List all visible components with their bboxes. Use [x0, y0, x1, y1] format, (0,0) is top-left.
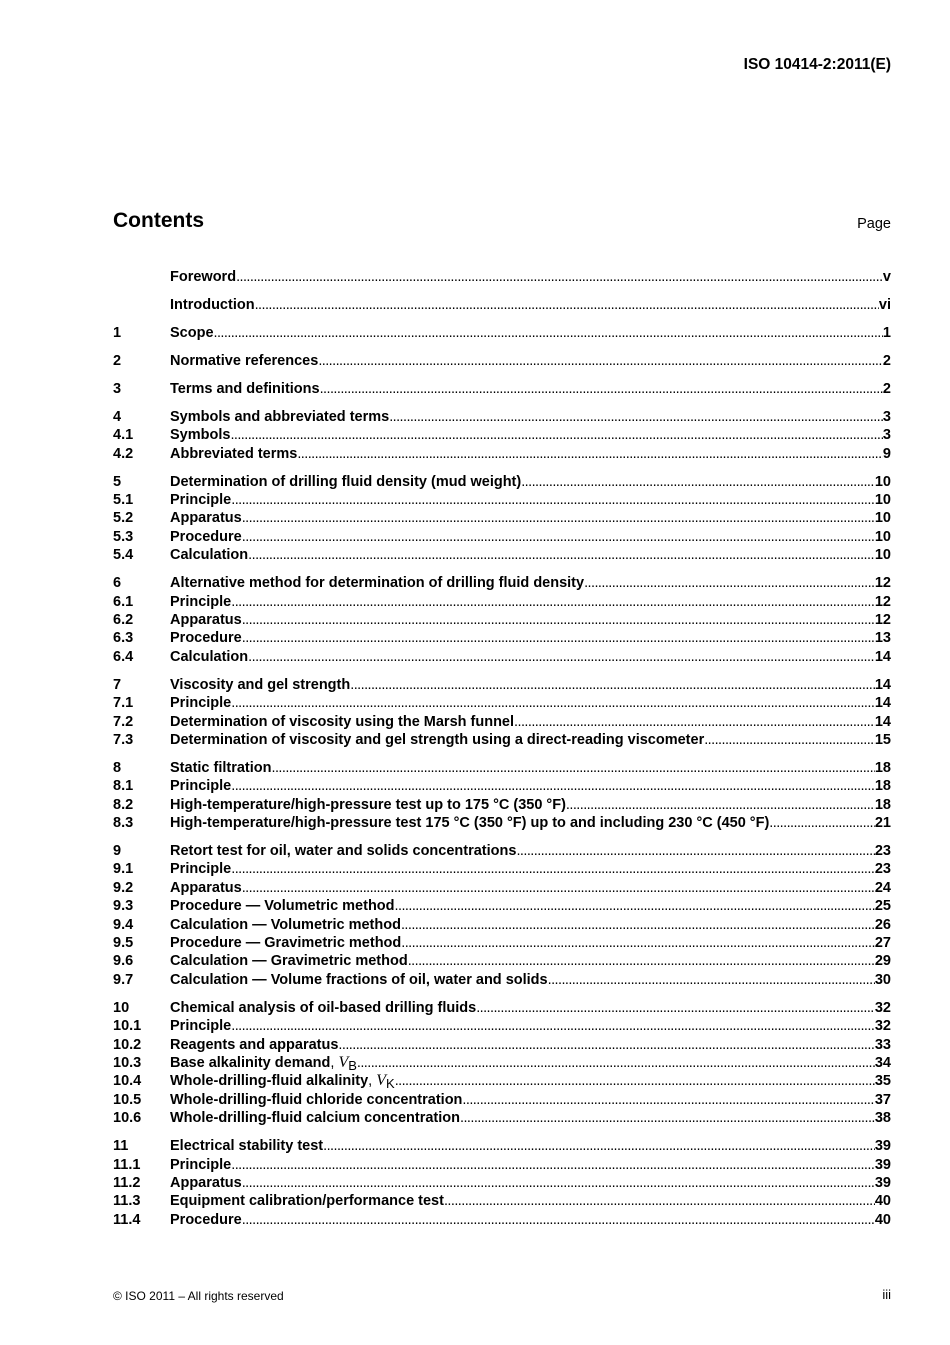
toc-entry-symbol: V — [376, 1072, 387, 1090]
toc-dot-leader — [231, 777, 875, 795]
toc-entry-title-text: Calculation — [170, 547, 249, 564]
toc-entry-title — [170, 1156, 231, 1174]
toc-entry[interactable] — [113, 509, 891, 527]
toc-entry-page: 9 — [882, 445, 891, 462]
toc-entry-title — [170, 879, 242, 897]
toc-section-group — [113, 676, 891, 750]
toc-dot-leader — [338, 1036, 874, 1054]
toc-entry[interactable] — [113, 1109, 891, 1127]
toc-entry-title — [170, 1192, 444, 1210]
toc-dot-leader — [231, 491, 875, 509]
toc-dot-leader — [462, 1091, 874, 1109]
toc-entry-title — [170, 731, 704, 749]
toc-entry-page: 14 — [874, 648, 891, 665]
toc-entry-page: 2 — [882, 352, 891, 369]
toc-entry-title-text: Scope — [170, 324, 214, 341]
toc-entry[interactable] — [113, 426, 891, 444]
toc-entry-number: 1 — [113, 324, 122, 341]
toc-entry[interactable] — [113, 713, 891, 731]
toc-entry-title-text: Abbreviated terms — [170, 445, 298, 462]
toc-entry[interactable] — [113, 1054, 891, 1072]
toc-dot-leader — [242, 629, 875, 647]
toc-entry-number: 11.3 — [113, 1193, 141, 1210]
toc-entry-number: 5.3 — [113, 528, 134, 545]
toc-dot-leader — [401, 934, 875, 952]
toc-entry-page: 39 — [874, 1174, 891, 1191]
toc-entry-title — [170, 916, 401, 934]
toc-dot-leader — [318, 352, 883, 370]
toc-entry-page: 10 — [874, 547, 891, 564]
toc-dot-leader — [350, 676, 875, 694]
toc-entry-title-text: Procedure — [170, 528, 242, 545]
toc-dot-leader — [395, 897, 875, 915]
toc-entry-page: 3 — [882, 427, 891, 444]
toc-entry-title-text: Chemical analysis of oil-based drilling fluids — [170, 999, 477, 1016]
toc-dot-leader — [395, 1072, 875, 1090]
toc-section-group — [113, 408, 891, 463]
toc-dot-leader — [401, 916, 875, 934]
toc-entry[interactable] — [113, 897, 891, 915]
toc-entry[interactable] — [113, 546, 891, 564]
toc-entry-page: 40 — [874, 1193, 891, 1210]
toc-entry-page: 39 — [874, 1138, 891, 1155]
toc-entry[interactable] — [113, 473, 891, 491]
table-of-contents — [113, 268, 891, 1239]
toc-entry-title-text: Principle — [170, 778, 232, 795]
toc-entry-title-text: Procedure — [170, 1211, 242, 1228]
toc-entry-title — [170, 352, 318, 370]
toc-entry-number: 9.6 — [113, 953, 134, 970]
toc-entry[interactable] — [113, 1072, 891, 1090]
toc-section-group — [113, 842, 891, 989]
toc-entry-title — [170, 759, 272, 777]
toc-entry-title-text: Retort test for oil, water and solids concentrations — [170, 843, 517, 860]
toc-entry[interactable] — [113, 611, 891, 629]
toc-entry-page: 10 — [874, 473, 891, 490]
toc-entry-number: 11.2 — [113, 1174, 141, 1191]
toc-entry-title — [170, 268, 236, 286]
toc-entry-title-text: Whole-drilling-fluid chloride concentration — [170, 1091, 463, 1108]
toc-entry-title: Base alkalinity demand, VB — [170, 1053, 357, 1073]
page-title: Contents — [113, 209, 204, 232]
toc-entry-title — [170, 952, 408, 970]
toc-entry-title — [170, 842, 516, 860]
toc-entry-number: 7.3 — [113, 731, 134, 748]
toc-entry-number: 11.1 — [113, 1156, 141, 1173]
toc-entry-title-text: Calculation — Volumetric method — [170, 916, 401, 933]
toc-entry-title-text: Principle — [170, 1156, 232, 1173]
toc-entry-title — [170, 1109, 460, 1127]
toc-entry-number: 8.2 — [113, 796, 134, 813]
toc-entry-page: 13 — [874, 630, 891, 647]
toc-entry-page: 1 — [882, 324, 891, 341]
toc-entry-title-text: Principle — [170, 593, 232, 610]
toc-entry-title-text: Whole-drilling-fluid calcium concentration — [170, 1110, 461, 1127]
toc-entry[interactable] — [113, 934, 891, 952]
toc-section-group — [113, 473, 891, 565]
toc-entry-number: 5.4 — [113, 547, 134, 564]
toc-entry-number: 9.4 — [113, 916, 134, 933]
toc-entry-title-text: Procedure — Volumetric method — [170, 898, 395, 915]
toc-entry-page: 37 — [874, 1091, 891, 1108]
toc-entry[interactable] — [113, 380, 891, 398]
toc-entry-title — [170, 593, 231, 611]
toc-dot-leader — [242, 1174, 875, 1192]
toc-entry[interactable] — [113, 491, 891, 509]
toc-entry[interactable] — [113, 731, 891, 749]
toc-entry-page: 23 — [874, 843, 891, 860]
toc-entry-title — [170, 296, 255, 314]
toc-entry-number: 11 — [113, 1138, 129, 1155]
toc-entry-number: 9.5 — [113, 935, 134, 952]
toc-entry-title-text: Symbols and abbreviated terms — [170, 408, 390, 425]
toc-section-group — [113, 296, 891, 314]
toc-dot-leader — [389, 408, 883, 426]
toc-dot-leader — [242, 509, 875, 527]
toc-entry-number: 4.2 — [113, 445, 134, 462]
toc-entry-title — [170, 491, 231, 509]
toc-section-group — [113, 324, 891, 342]
toc-entry-number: 9.3 — [113, 898, 134, 915]
toc-entry-title — [170, 777, 231, 795]
toc-entry-page: 10 — [874, 510, 891, 527]
toc-entry-title-text: Apparatus — [170, 1174, 242, 1191]
toc-entry-page: 14 — [874, 713, 891, 730]
toc-entry-title-text: High-temperature/high-pressure test up to 175 °C (350 °F) — [170, 796, 566, 813]
toc-entry-number: 6.3 — [113, 630, 134, 647]
toc-entry-title-text: Procedure — [170, 630, 242, 647]
toc-entry-page: 33 — [874, 1036, 891, 1053]
toc-entry-number: 4 — [113, 408, 122, 425]
toc-entry-title-text: Whole-drilling-fluid alkalinity — [170, 1073, 369, 1090]
toc-entry-title — [170, 860, 231, 878]
toc-entry[interactable] — [113, 574, 891, 592]
toc-entry-title-text: Terms and definitions — [170, 380, 320, 397]
toc-entry[interactable] — [113, 445, 891, 463]
toc-dot-leader — [214, 324, 883, 342]
toc-section-group — [113, 1137, 891, 1229]
toc-entry-title: Whole-drilling-fluid alkalinity, VK — [170, 1072, 395, 1092]
toc-entry[interactable] — [113, 1174, 891, 1192]
toc-dot-leader — [242, 879, 875, 897]
toc-entry[interactable] — [113, 952, 891, 970]
copyright-notice: © ISO 2011 – All rights reserved — [113, 1289, 284, 1303]
toc-entry-page: 32 — [874, 1018, 891, 1035]
toc-dot-leader — [272, 759, 875, 777]
footer-page-number: iii — [882, 1287, 891, 1302]
toc-entry[interactable] — [113, 408, 891, 426]
toc-entry[interactable] — [113, 1211, 891, 1229]
toc-section-group — [113, 352, 891, 370]
toc-entry-number: 6 — [113, 575, 122, 592]
toc-entry-title-text: Alternative method for determination of drilling fluid density — [170, 575, 585, 592]
toc-entry-page: 14 — [874, 695, 891, 712]
toc-entry-title — [170, 1174, 242, 1192]
toc-entry-number: 9 — [113, 843, 122, 860]
toc-entry[interactable] — [113, 324, 891, 342]
toc-entry-number: 8.3 — [113, 815, 134, 832]
toc-entry-page: 12 — [874, 593, 891, 610]
toc-entry-number: 5 — [113, 473, 122, 490]
toc-dot-leader — [242, 528, 875, 546]
toc-entry[interactable] — [113, 1091, 891, 1109]
toc-entry[interactable] — [113, 879, 891, 897]
toc-dot-leader — [566, 796, 875, 814]
toc-dot-leader — [521, 473, 875, 491]
toc-entry[interactable] — [113, 296, 891, 314]
toc-dot-leader — [357, 1054, 875, 1072]
toc-entry-title — [170, 648, 248, 666]
toc-entry-title — [170, 676, 350, 694]
toc-entry-number: 2 — [113, 352, 122, 369]
toc-entry-number: 3 — [113, 380, 122, 397]
toc-dot-leader — [248, 648, 875, 666]
toc-entry-title-text: Calculation — Gravimetric method — [170, 953, 408, 970]
toc-entry-title — [170, 546, 248, 564]
toc-entry-title-text: High-temperature/high-pressure test 175 °C (350 °F) up to and including 230 °C (450 °F) — [170, 815, 770, 832]
toc-entry-number: 10.2 — [113, 1036, 142, 1053]
toc-entry-title-text: Reagents and apparatus — [170, 1036, 339, 1053]
toc-entry-title — [170, 629, 242, 647]
toc-entry-page: 3 — [882, 408, 891, 425]
toc-entry-title — [170, 814, 769, 832]
toc-entry[interactable] — [113, 268, 891, 286]
toc-entry[interactable] — [113, 593, 891, 611]
toc-entry-page: 15 — [874, 731, 891, 748]
toc-dot-leader — [704, 731, 875, 749]
toc-entry-page: 32 — [874, 999, 891, 1016]
toc-dot-leader — [231, 1156, 875, 1174]
toc-dot-leader — [230, 426, 882, 444]
toc-entry-title-text: Apparatus — [170, 510, 242, 527]
toc-dot-leader — [548, 971, 875, 989]
toc-entry-number: 10.4 — [113, 1073, 142, 1090]
toc-entry-number: 6.4 — [113, 648, 134, 665]
toc-entry-title — [170, 1211, 242, 1229]
toc-entry-number: 8.1 — [113, 778, 134, 795]
toc-dot-leader — [408, 952, 875, 970]
toc-entry[interactable] — [113, 842, 891, 860]
toc-entry-title — [170, 1017, 231, 1035]
toc-entry-number: 7.2 — [113, 713, 134, 730]
toc-entry-title-text: Determination of viscosity and gel strength using a direct-reading viscometer — [170, 731, 705, 748]
toc-entry-number: 10.1 — [113, 1018, 142, 1035]
toc-entry[interactable] — [113, 352, 891, 370]
toc-entry-number: 10.5 — [113, 1091, 142, 1108]
toc-entry-title-text: Calculation — Volume fractions of oil, water and solids — [170, 971, 548, 988]
toc-dot-leader — [323, 1137, 875, 1155]
toc-entry-title-text: Foreword — [170, 269, 237, 285]
toc-entry-title-text: Normative references — [170, 352, 319, 369]
toc-entry[interactable] — [113, 676, 891, 694]
toc-entry-title-text: Procedure — Gravimetric method — [170, 935, 402, 952]
toc-dot-leader — [231, 1017, 875, 1035]
toc-entry-page: 25 — [874, 898, 891, 915]
toc-dot-leader — [236, 268, 883, 286]
toc-entry-title-text: Principle — [170, 695, 232, 712]
toc-dot-leader — [476, 999, 875, 1017]
toc-entry[interactable] — [113, 860, 891, 878]
toc-entry-number: 7.1 — [113, 695, 134, 712]
toc-entry-page: 12 — [874, 612, 891, 629]
toc-entry-page: 29 — [874, 953, 891, 970]
toc-dot-leader — [516, 842, 874, 860]
toc-entry[interactable] — [113, 916, 891, 934]
toc-entry-title-text: Symbols — [170, 427, 231, 444]
toc-entry-page: 30 — [874, 971, 891, 988]
toc-dot-leader — [231, 860, 875, 878]
toc-entry[interactable] — [113, 777, 891, 795]
toc-entry-number: 4.1 — [113, 427, 134, 444]
toc-entry-title — [170, 1091, 462, 1109]
toc-entry-page: 18 — [874, 778, 891, 795]
toc-entry-title — [170, 408, 389, 426]
toc-entry[interactable] — [113, 648, 891, 666]
toc-entry-page: vi — [878, 296, 891, 313]
toc-entry-title — [170, 1137, 323, 1155]
toc-entry-symbol-subscript: K — [386, 1076, 395, 1092]
toc-dot-leader — [231, 593, 875, 611]
toc-entry-page: 2 — [882, 380, 891, 397]
toc-entry-number: 6.2 — [113, 612, 134, 629]
toc-dot-leader — [769, 814, 875, 832]
toc-dot-leader — [255, 296, 879, 314]
toc-entry-page: v — [882, 269, 891, 285]
toc-entry-page: 18 — [874, 796, 891, 813]
toc-entry-page: 10 — [874, 528, 891, 545]
toc-entry-title-text: Principle — [170, 492, 232, 509]
toc-entry[interactable] — [113, 528, 891, 546]
toc-entry-title-text: Equipment calibration/performance test — [170, 1193, 444, 1210]
toc-entry-title — [170, 380, 320, 398]
toc-entry-title-text: Static filtration — [170, 759, 272, 776]
toc-entry-page: 27 — [874, 935, 891, 952]
toc-entry[interactable] — [113, 1156, 891, 1174]
toc-entry[interactable] — [113, 629, 891, 647]
toc-entry-title-text: Apparatus — [170, 612, 242, 629]
document-id: ISO 10414-2:2011(E) — [743, 56, 891, 73]
toc-entry-page: 38 — [874, 1110, 891, 1127]
toc-dot-leader — [444, 1192, 875, 1210]
toc-entry[interactable] — [113, 796, 891, 814]
toc-dot-leader — [514, 713, 875, 731]
toc-dot-leader — [460, 1109, 875, 1127]
toc-entry[interactable] — [113, 1036, 891, 1054]
toc-entry-title-text: Viscosity and gel strength — [170, 676, 351, 693]
toc-entry-number: 9.2 — [113, 879, 134, 896]
toc-entry[interactable] — [113, 814, 891, 832]
toc-entry-number: 9.1 — [113, 861, 134, 878]
toc-entry-page: 35 — [874, 1073, 891, 1090]
toc-dot-leader — [584, 574, 875, 592]
toc-dot-leader — [248, 546, 875, 564]
toc-entry[interactable] — [113, 759, 891, 777]
toc-entry-title — [170, 1036, 338, 1054]
toc-entry-number: 5.2 — [113, 510, 134, 527]
toc-section-group — [113, 268, 891, 286]
toc-entry-symbol: V — [338, 1053, 349, 1071]
toc-entry-title — [170, 509, 242, 527]
toc-entry-title-text: Determination of drilling fluid density (mud weight) — [170, 473, 522, 490]
toc-entry-number: 11.4 — [113, 1211, 141, 1228]
toc-entry[interactable] — [113, 1137, 891, 1155]
toc-entry-title — [170, 713, 514, 731]
toc-entry[interactable] — [113, 999, 891, 1017]
toc-entry[interactable] — [113, 1192, 891, 1210]
toc-entry[interactable] — [113, 971, 891, 989]
toc-entry-title — [170, 694, 231, 712]
toc-entry-page: 26 — [874, 916, 891, 933]
toc-dot-leader — [297, 445, 883, 463]
toc-entry-number: 7 — [113, 676, 122, 693]
toc-entry-title-text: Principle — [170, 861, 232, 878]
toc-entry-page: 10 — [874, 492, 891, 509]
toc-dot-leader — [242, 611, 875, 629]
toc-dot-leader — [231, 694, 875, 712]
toc-entry-title-text: Introduction — [170, 296, 255, 313]
toc-section-group — [113, 574, 891, 666]
toc-entry-title — [170, 445, 297, 463]
toc-entry-number: 8 — [113, 759, 122, 776]
toc-entry-title-text: Apparatus — [170, 879, 242, 896]
toc-entry-page: 12 — [874, 575, 891, 592]
toc-dot-leader — [242, 1211, 875, 1229]
toc-entry-title — [170, 971, 548, 989]
toc-entry-title-text: Base alkalinity demand — [170, 1054, 331, 1071]
toc-entry-title — [170, 426, 230, 444]
toc-entry-title — [170, 897, 395, 915]
toc-entry-page: 14 — [874, 676, 891, 693]
toc-dot-leader — [320, 380, 883, 398]
toc-entry-number: 10.6 — [113, 1110, 142, 1127]
toc-entry[interactable] — [113, 694, 891, 712]
toc-entry-page: 21 — [874, 815, 891, 832]
toc-entry-number: 9.7 — [113, 971, 134, 988]
toc-entry-title — [170, 324, 214, 342]
toc-entry-number: 10.3 — [113, 1054, 142, 1071]
toc-entry-title — [170, 934, 401, 952]
toc-entry-title-text: Electrical stability test — [170, 1138, 324, 1155]
toc-entry-page: 24 — [874, 879, 891, 896]
toc-section-group — [113, 759, 891, 833]
toc-section-group — [113, 380, 891, 398]
toc-entry-number: 6.1 — [113, 593, 134, 610]
toc-entry-symbol-subscript: B — [348, 1057, 357, 1073]
toc-entry-title — [170, 528, 242, 546]
toc-entry-title-text: Principle — [170, 1018, 232, 1035]
toc-section-group — [113, 999, 891, 1128]
toc-entry-title — [170, 999, 476, 1017]
toc-entry-title-text: Calculation — [170, 648, 249, 665]
toc-entry-number: 5.1 — [113, 492, 134, 509]
toc-entry-title-text: Determination of viscosity using the Marsh funnel — [170, 713, 515, 730]
toc-entry-page: 40 — [874, 1211, 891, 1228]
toc-entry-page: 23 — [874, 861, 891, 878]
toc-entry-title — [170, 574, 584, 592]
toc-entry-page: 39 — [874, 1156, 891, 1173]
toc-entry-page: 18 — [874, 759, 891, 776]
toc-entry-title — [170, 473, 521, 491]
toc-entry[interactable] — [113, 1017, 891, 1035]
toc-entry-title — [170, 796, 566, 814]
toc-entry-title — [170, 611, 242, 629]
toc-entry-number: 10 — [113, 999, 130, 1016]
page-column-label: Page — [857, 216, 891, 232]
toc-entry-page: 34 — [874, 1054, 891, 1071]
